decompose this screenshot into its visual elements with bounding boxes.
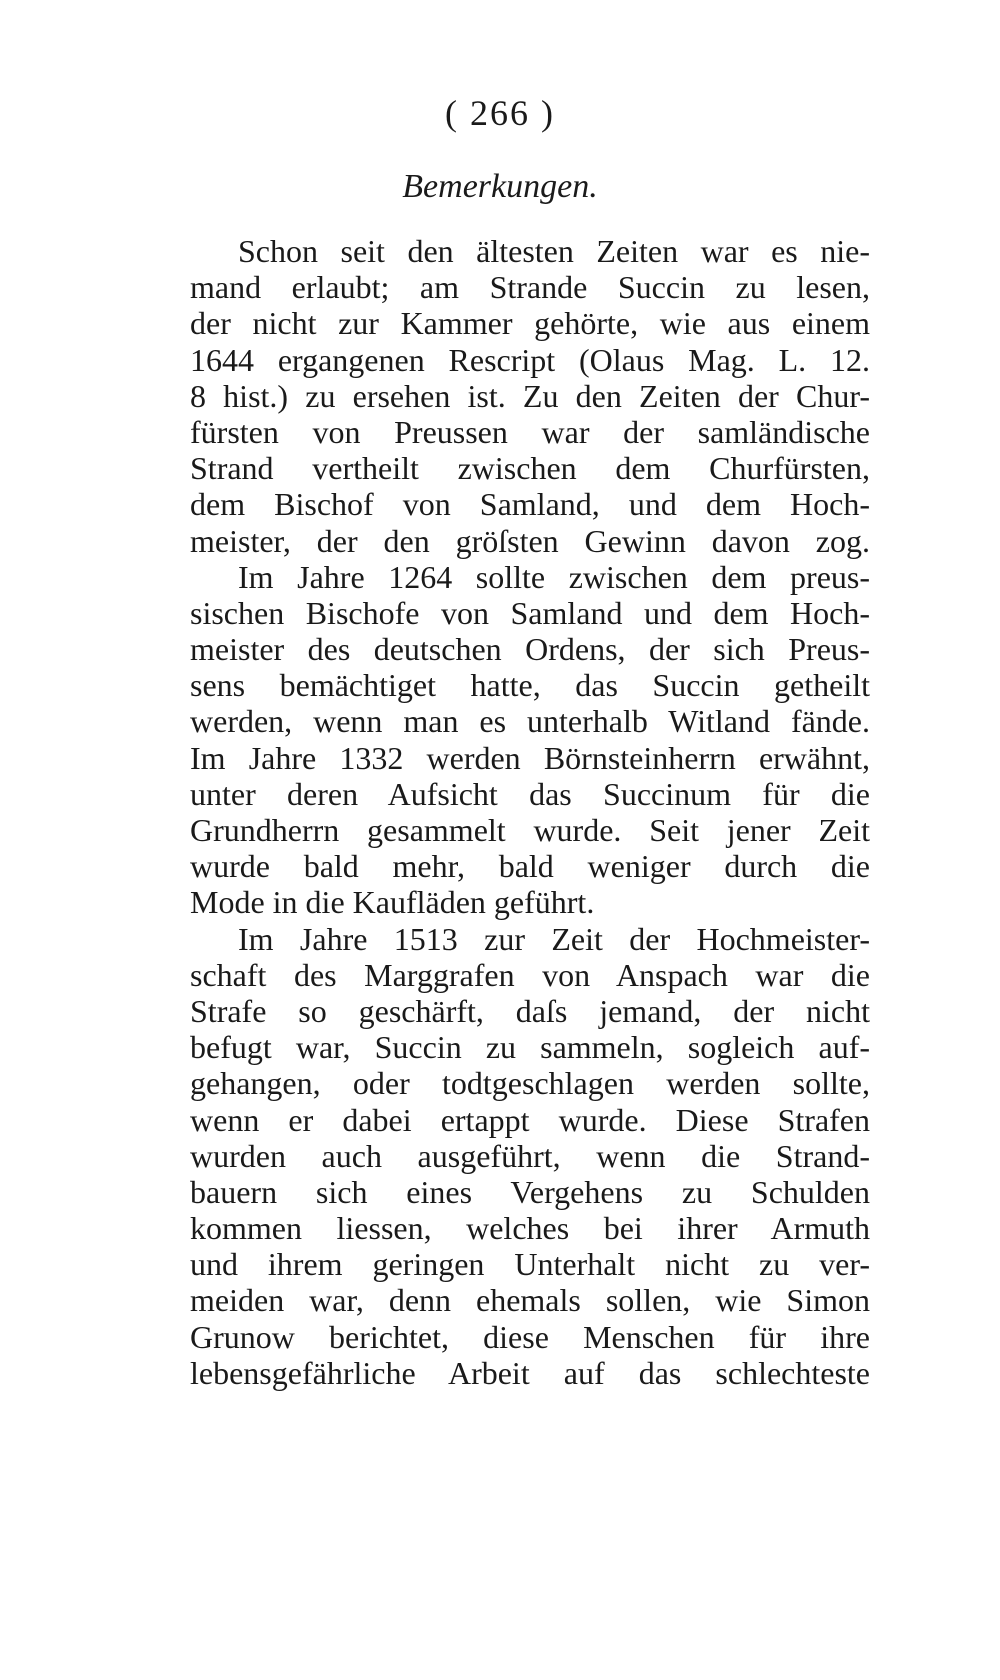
text-line: meister des deutschen Ordens, der sich Preus- [190,631,870,668]
text-line: wurden auch ausgeführt, wenn die Strand- [190,1137,870,1174]
text-line: dem Bischof von Samland, und dem Hoch- [190,486,870,523]
text-line: meister, der den gröſsten Gewinn davon zog. [190,522,870,559]
text-line: unter deren Aufsicht das Succinum für die [190,775,870,812]
text-line: Im Jahre 1264 sollte zwischen dem preus- [238,558,870,595]
text-line: sens bemächtiget hatte, das Succin getheilt [190,667,870,704]
page-number: ( 266 ) [445,93,555,133]
text-line: Grunow berichtet, diese Menschen für ihre [190,1318,870,1355]
text-line: befugt war, Succin zu sammeln, sogleich auf- [190,1029,870,1066]
text-line: meiden war, denn ehemals sollen, wie Simon [190,1282,870,1319]
text-line: kommen liessen, welches bei ihrer Armuth [190,1210,870,1247]
text-line: 1644 ergangenen Rescript (Olaus Mag. L. 12. [190,341,870,378]
body-text [190,233,870,1391]
text-line: gehangen, oder todtgeschlagen werden sollte, [190,1065,870,1102]
text-line: werden, wenn man es unterhalb Witland fände. [190,703,870,740]
text-line: und ihrem geringen Unterhalt nicht zu ver- [190,1246,870,1283]
text-line: Im Jahre 1332 werden Börnsteinherrn erwähnt, [190,739,870,776]
text-line: der nicht zur Kammer gehörte, wie aus einem [190,305,870,342]
text-line: Im Jahre 1513 zur Zeit der Hochmeister- [238,920,870,957]
text-line: wenn er dabei ertappt wurde. Diese Strafen [190,1101,870,1138]
text-line: Strand vertheilt zwischen dem Churfürsten, [190,450,870,487]
text-line: Schon seit den ältesten Zeiten war es nie- [238,233,870,269]
text-line: Grundherrn gesammelt wurde. Seit jener Zeit [190,812,870,848]
text-line: wurde bald mehr, bald weniger durch die [190,848,870,885]
text-line: 8 hist.) zu ersehen ist. Zu den Zeiten der Chur- [190,377,870,414]
text-line: bauern sich eines Vergehens zu Schulden [190,1173,870,1210]
text-line: mand erlaubt; am Strande Succin zu lesen, [190,269,870,306]
text-line: lebensgefährliche Arbeit auf das schlechteste [190,1354,870,1391]
section-heading: Bemerkungen. [402,168,598,205]
text-line: Strafe so geschärft, daſs jemand, der nicht [190,992,870,1029]
text-line: Mode in die Kaufläden geführt. [190,884,595,921]
text-line: sischen Bischofe von Samland und dem Hoch- [190,594,870,631]
text-line: schaft des Marggrafen von Anspach war die [190,956,870,993]
text-line: fürsten von Preussen war der samländische [190,413,870,450]
